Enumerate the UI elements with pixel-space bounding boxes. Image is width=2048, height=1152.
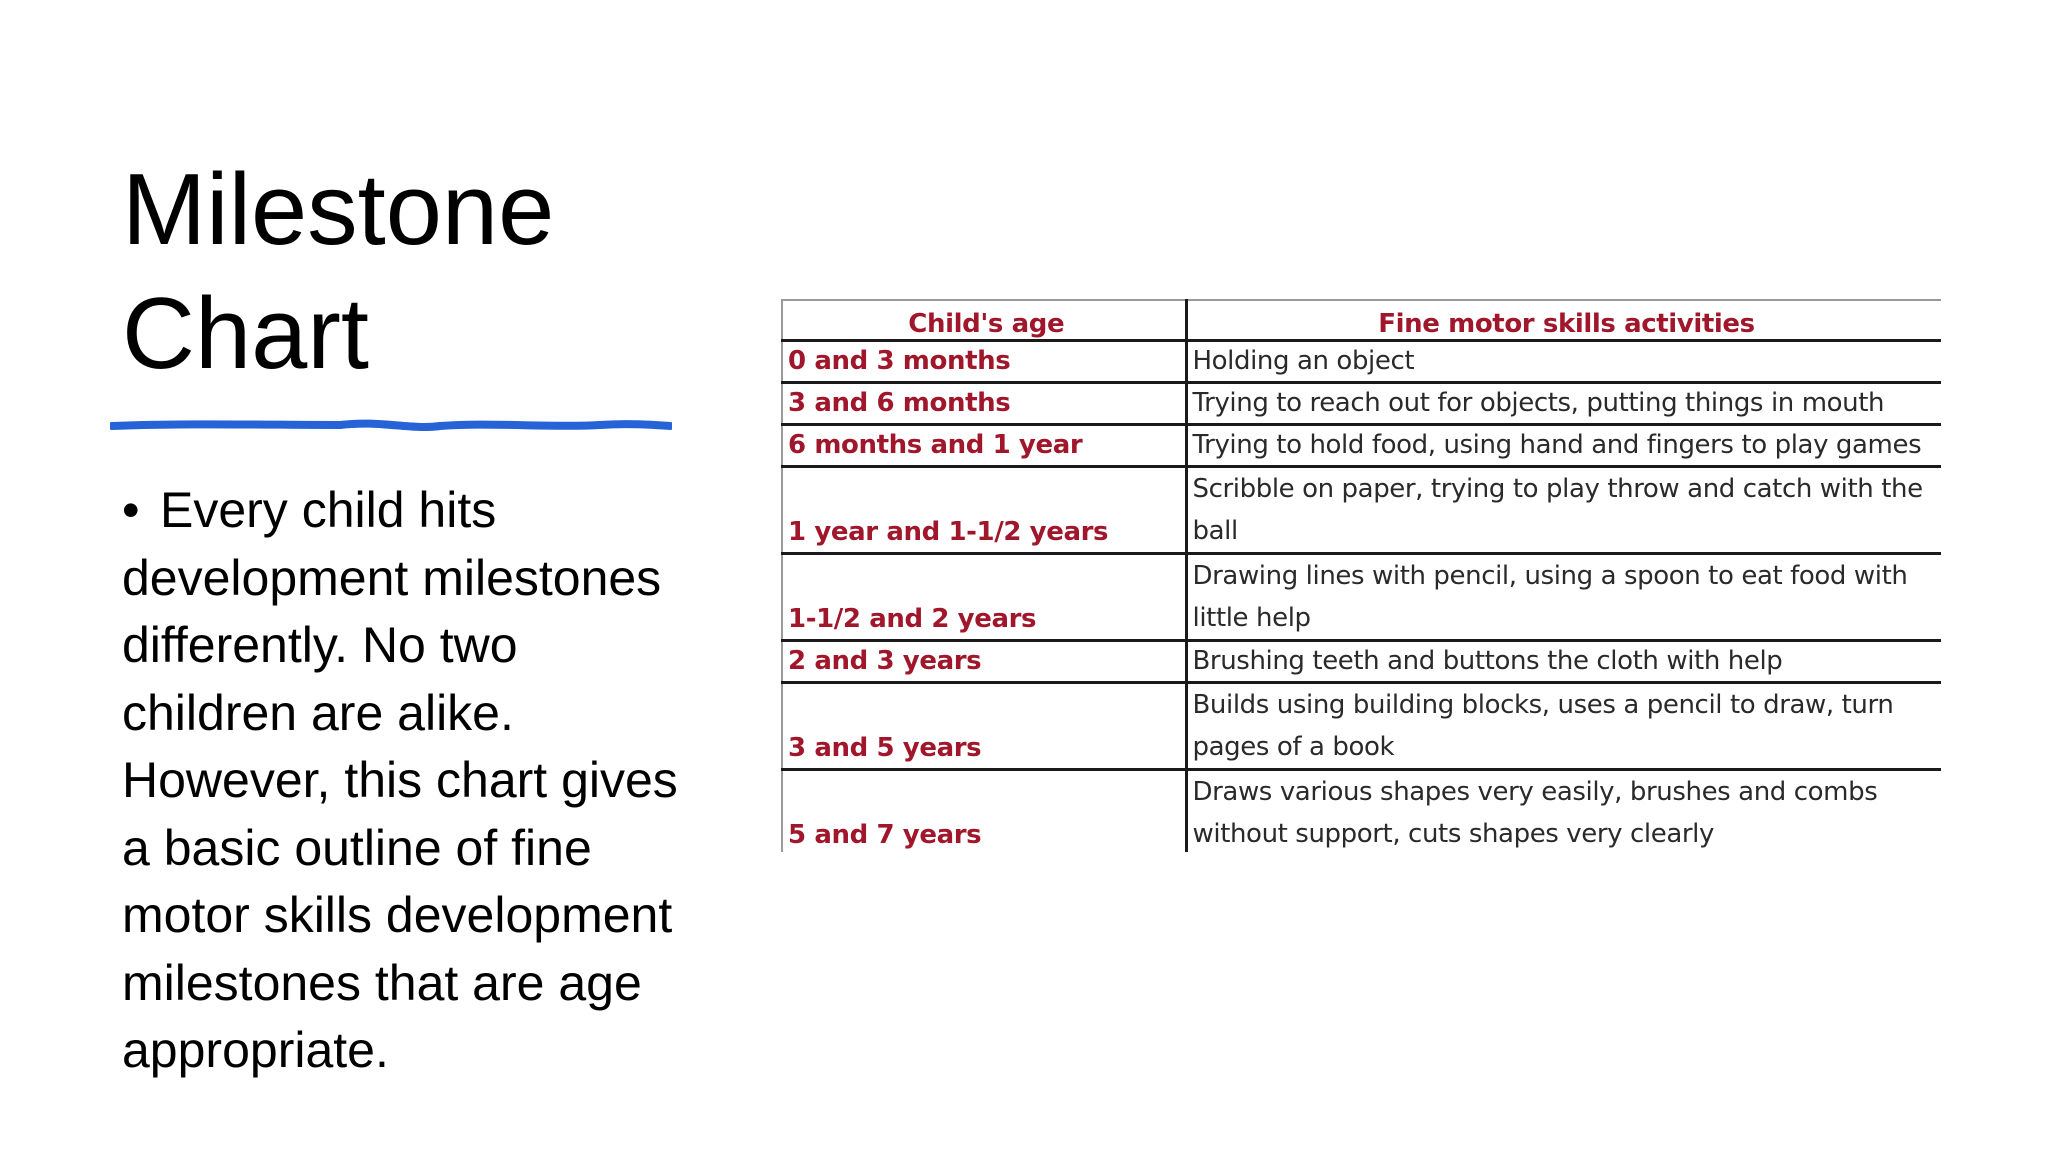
table-row bbox=[782, 425, 1941, 467]
activity-cell bbox=[1186, 770, 1941, 853]
table-row bbox=[782, 641, 1941, 683]
table-body bbox=[782, 341, 1941, 853]
body-paragraph bbox=[122, 477, 682, 1085]
activity-cell bbox=[1186, 341, 1941, 383]
age-cell: 6 months and 1 year bbox=[782, 425, 1186, 467]
title-underline bbox=[110, 414, 672, 438]
activity-line: Holding an object bbox=[1192, 346, 1415, 376]
age-cell: 2 and 3 years bbox=[782, 641, 1186, 683]
milestone-table bbox=[781, 299, 1941, 852]
activity-line: Draws various shapes very easily, brushes and combs bbox=[1192, 777, 1878, 807]
table-row bbox=[782, 554, 1941, 641]
activity-line: Builds using building blocks, uses a pencil to draw, turn bbox=[1192, 690, 1894, 720]
activity-line: ball bbox=[1192, 516, 1238, 546]
age-cell: 1 year and 1-1/2 years bbox=[782, 467, 1186, 554]
table-row bbox=[782, 383, 1941, 425]
activity-line: Brushing teeth and buttons the cloth with help bbox=[1192, 646, 1783, 676]
activity-line: little help bbox=[1192, 603, 1311, 633]
age-cell: 1-1/2 and 2 years bbox=[782, 554, 1186, 641]
table-row bbox=[782, 341, 1941, 383]
slide-title bbox=[122, 148, 682, 396]
bullet-icon: • bbox=[122, 482, 140, 538]
activity-line: pages of a book bbox=[1192, 732, 1395, 762]
activity-cell bbox=[1186, 641, 1941, 683]
activity-cell bbox=[1186, 425, 1941, 467]
age-cell: 3 and 6 months bbox=[782, 383, 1186, 425]
activity-line: Trying to hold food, using hand and fingers to play games bbox=[1192, 430, 1922, 460]
header-fine-motor-activities: Fine motor skills activities bbox=[1186, 300, 1941, 341]
age-cell: 5 and 7 years bbox=[782, 770, 1186, 853]
activity-line: Scribble on paper, trying to play throw and catch with the bbox=[1192, 474, 1923, 504]
activity-cell bbox=[1186, 683, 1941, 770]
table-row bbox=[782, 467, 1941, 554]
table-row bbox=[782, 770, 1941, 853]
activity-line: without support, cuts shapes very clearly bbox=[1192, 819, 1714, 849]
activity-cell bbox=[1186, 467, 1941, 554]
activity-cell bbox=[1186, 383, 1941, 425]
title-line: Milestone bbox=[122, 154, 555, 266]
activity-line: Trying to reach out for objects, putting things in mouth bbox=[1192, 388, 1885, 418]
title-line: Chart bbox=[122, 278, 369, 390]
activity-cell bbox=[1186, 554, 1941, 641]
age-cell: 0 and 3 months bbox=[782, 341, 1186, 383]
body-text: Every child hits development milestones differently. No two children are alike. However, this chart gives a basic outline of fine motor skills development milestones that are age appropriate. bbox=[122, 482, 678, 1078]
table-row bbox=[782, 683, 1941, 770]
milestone-table-image bbox=[781, 299, 1941, 852]
table-header-row bbox=[782, 300, 1941, 341]
age-cell: 3 and 5 years bbox=[782, 683, 1186, 770]
header-childs-age: Child's age bbox=[782, 300, 1186, 341]
activity-line: Drawing lines with pencil, using a spoon to eat food with bbox=[1192, 561, 1908, 591]
